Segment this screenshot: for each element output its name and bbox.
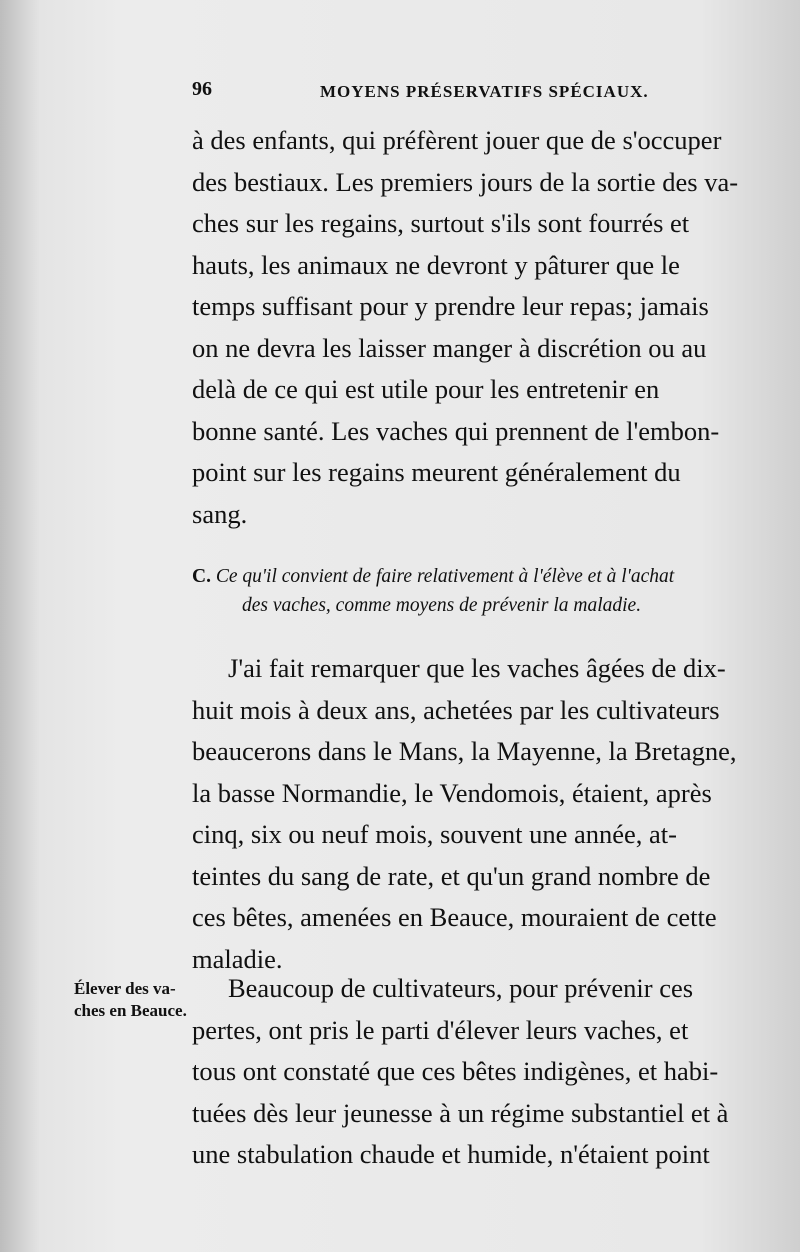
text-line: hauts, les animaux ne devront y pâturer que le [192, 249, 680, 280]
text-line: ces bêtes, amenées en Beauce, mouraient de cette [192, 902, 717, 932]
text-line: J'ai fait remarquer que les vaches âgées de dix- [228, 653, 726, 683]
text-line: des bestiaux. Les premiers jours de la sortie des va- [192, 166, 739, 197]
text-line: maladie. [192, 943, 283, 974]
text-line: delà de ce qui est utile pour les entretenir en [192, 374, 660, 404]
text-line: beaucerons dans le Mans, la Mayenne, la Bretagne, [192, 736, 737, 766]
page-header [192, 78, 760, 108]
marginal-note-line-2: ches en Beauce. [74, 1001, 187, 1020]
paragraph-1 [192, 120, 784, 535]
section-title-part-2: des vaches, comme moyens de prévenir la maladie. [242, 595, 642, 616]
marginal-note [74, 978, 192, 1022]
paragraph-2 [192, 648, 784, 980]
page-number: 96 [192, 78, 212, 100]
section-heading-line-1 [192, 562, 784, 591]
text-line: sang. [192, 498, 248, 529]
text-line: Beaucoup de cultivateurs, pour prévenir ces [228, 973, 694, 1003]
section-heading [192, 562, 784, 620]
text-line: cinq, six ou neuf mois, souvent une année, at- [192, 819, 677, 849]
text-line: tous ont constaté que ces bêtes indigènes, et habi- [192, 1056, 719, 1086]
section-title-part-1: Ce qu'il convient de faire relativement à l'élève et à l'achat [215, 566, 675, 587]
text-line: point sur les regains meurent généralement du [192, 457, 681, 487]
text-line: huit mois à deux ans, achetées par les cultivateurs [192, 694, 720, 725]
text-line: pertes, ont pris le parti d'élever leurs vaches, et [192, 1014, 689, 1045]
marginal-note-line-1: Élever des va- [74, 979, 176, 998]
text-line: temps suffisant pour y prendre leur repas; jamais [192, 291, 709, 321]
running-title: MOYENS PRÉSERVATIFS SPÉCIAUX. [320, 82, 649, 101]
section-letter: C. [192, 566, 211, 587]
text-line: une stabulation chaude et humide, n'étaient point [192, 1139, 710, 1169]
text-line: bonne santé. Les vaches qui prennent de l'embon- [192, 415, 720, 446]
text-line: on ne devra les laisser manger à discrétion ou au [192, 332, 707, 363]
text-line: tuées dès leur jeunesse à un régime substantiel et à [192, 1097, 729, 1128]
text-line: la basse Normandie, le Vendomois, étaient, après [192, 777, 712, 808]
text-line: ches sur les regains, surtout s'ils sont fourrés et [192, 208, 690, 238]
paragraph-3 [192, 968, 784, 1176]
text-line: à des enfants, qui préfèrent jouer que de s'occuper [192, 125, 722, 155]
text-line: teintes du sang de rate, et qu'un grand nombre de [192, 860, 711, 891]
